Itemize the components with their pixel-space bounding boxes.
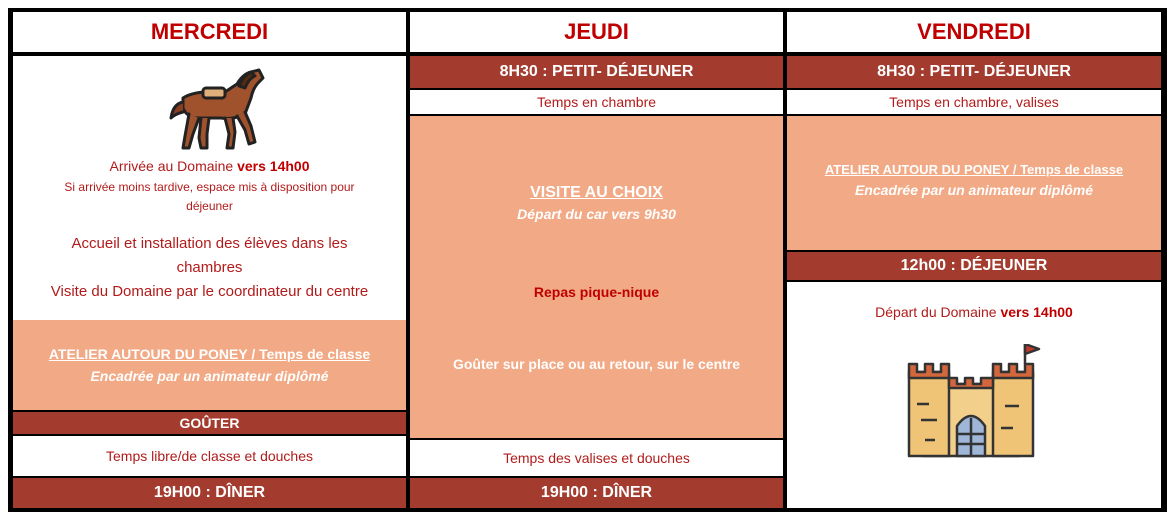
departure-line [787, 302, 1161, 322]
day-header-wednesday: MERCREDI [13, 12, 406, 52]
thursday-breakfast-bar: 8H30 : PETIT- DÉJEUNER [410, 56, 783, 88]
friday-workshop-info [787, 160, 1161, 200]
horse-icon [155, 64, 275, 154]
friday-workshop-subtitle: Encadrée par un animateur diplômé [854, 182, 1094, 198]
day-header-friday: VENDREDI [787, 12, 1161, 52]
thursday-visit-block [410, 116, 783, 438]
visit-info [410, 182, 783, 224]
arrival-time: vers 14h00 [237, 158, 310, 174]
visit-subtitle: Départ du car vers 9h30 [517, 206, 676, 222]
thursday-dinner-bar: 19H00 : DÎNER [410, 478, 783, 508]
day-header-thursday: JEUDI [410, 12, 783, 52]
wednesday-free-time: Temps libre/de classe et douches [13, 436, 406, 476]
thursday-packing: Temps des valises et douches [410, 440, 783, 476]
wednesday-arrival-block [13, 56, 406, 320]
early-arrival-note: Si arrivée moins tardive, espace mis à disposition pour déjeuner [64, 180, 355, 213]
thursday-room-time: Temps en chambre [410, 90, 783, 114]
visit-title: VISITE AU CHOIX [530, 184, 663, 201]
friday-workshop-title: ATELIER AUTOUR DU PONEY / Temps de classe [824, 162, 1124, 177]
welcome-text: Accueil et installation des élèves dans les chambres [71, 235, 348, 276]
friday-breakfast-bar: 8H30 : PETIT- DÉJEUNER [787, 56, 1161, 88]
picnic-lunch: Repas pique-nique [533, 284, 660, 300]
workshop-title: ATELIER AUTOUR DU PONEY / Temps de classe [48, 346, 371, 362]
thursday-snack: Goûter sur place ou au retour, sur le centre [452, 356, 741, 372]
arrival-info [13, 156, 406, 304]
arrival-line [109, 156, 309, 176]
friday-room-time: Temps en chambre, valises [787, 90, 1161, 114]
castle-icon [901, 344, 1041, 464]
workshop-subtitle: Encadrée par un animateur diplômé [90, 368, 329, 384]
departure-time: vers 14h00 [1000, 304, 1073, 320]
wednesday-workshop [13, 320, 406, 410]
wednesday-dinner-bar: 19H00 : DÎNER [13, 478, 406, 508]
schedule-table [8, 8, 1167, 512]
wednesday-snack-bar: GOÛTER [13, 412, 406, 434]
departure-text: Départ du Domaine [875, 304, 1001, 320]
friday-lunch-bar: 12h00 : DÉJEUNER [787, 252, 1161, 280]
friday-workshop [787, 116, 1161, 250]
domain-visit-text: Visite du Domaine par le coordinateur du centre [50, 283, 369, 300]
arrival-text: Arrivée au Domaine [109, 158, 238, 174]
friday-departure-block [787, 282, 1161, 508]
